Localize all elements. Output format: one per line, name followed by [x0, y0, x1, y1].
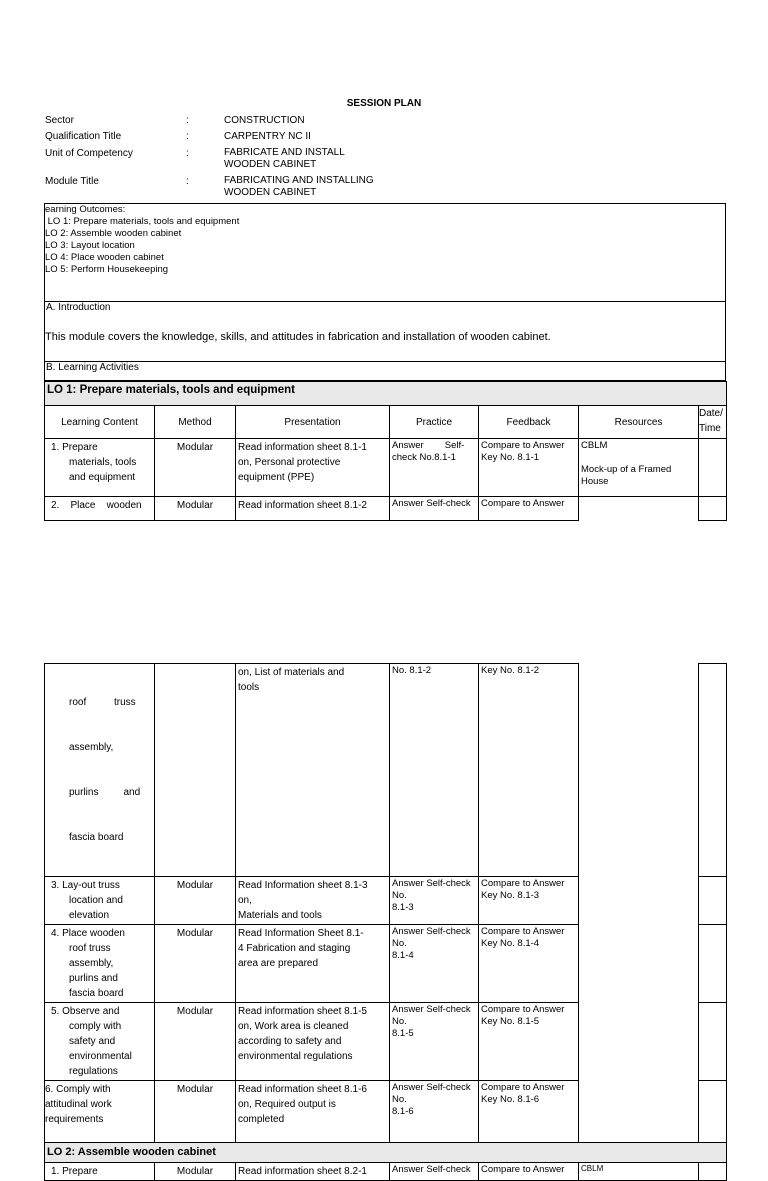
unit-label: Unit of Competency	[45, 148, 133, 159]
module-value-line: FABRICATING AND INSTALLING	[224, 175, 374, 186]
presentation-cell	[236, 1003, 390, 1081]
practice-cell	[390, 925, 479, 1003]
cell-line: Read Information sheet 8.1-3	[238, 880, 368, 891]
table-row	[45, 497, 727, 521]
cell-line: 8.1-5	[392, 1028, 414, 1039]
module-value-line: WOODEN CABINET	[224, 187, 317, 198]
cell-line: attitudinal work	[45, 1099, 112, 1110]
resources-cell	[579, 664, 699, 877]
learning-activities-label: B. Learning Activities	[46, 362, 139, 373]
cell-line: Answer Self-check	[392, 878, 471, 889]
col-header: Practice	[390, 406, 479, 439]
cell-line: 4 Fabrication and staging	[238, 943, 351, 954]
divider	[44, 301, 726, 302]
sector-label: Sector	[45, 115, 74, 126]
presentation-cell	[236, 1081, 390, 1143]
table-row	[45, 877, 727, 925]
introduction-text: This module covers the knowledge, skills, and attitudes in fabrication and installation of wooden cabinet.	[45, 331, 551, 343]
date-cell	[699, 1003, 727, 1081]
cell-line: on, Required output is	[238, 1099, 336, 1110]
cell-line: safety and	[69, 1036, 116, 1047]
cell-line: Answer Self-	[392, 440, 465, 451]
cell-line: Read information sheet 8.1-1	[238, 442, 367, 453]
unit-value-line: FABRICATE AND INSTALL	[224, 147, 345, 158]
cell-line: fascia board	[69, 832, 124, 843]
cell-line: regulations	[69, 1066, 118, 1077]
module-colon: :	[186, 176, 189, 187]
resources-cell	[579, 1003, 699, 1081]
practice-cell	[390, 439, 479, 497]
col-header-date-time	[699, 406, 727, 439]
presentation-cell	[236, 877, 390, 925]
cell-line: CBLM	[581, 440, 608, 451]
table-row	[45, 1163, 727, 1181]
resources-cell	[579, 1081, 699, 1143]
practice-cell	[390, 1003, 479, 1081]
cell-line: Mock-up of a Framed	[581, 464, 672, 475]
lo-item: LO 1: Prepare materials, tools and equipment	[45, 216, 240, 227]
cell-line: 8.1-3	[392, 902, 414, 913]
cell-line: fascia board	[69, 988, 124, 999]
practice-cell: Answer Self-check	[390, 1163, 479, 1181]
cell-line: on, Work area is cleaned	[238, 1021, 349, 1032]
cell-line: comply with	[69, 1021, 122, 1032]
cell-line: 5. Observe and	[51, 1006, 120, 1017]
cell-line: Key No. 8.1-1	[481, 452, 540, 463]
date-cell	[699, 439, 727, 497]
cell-line: materials, tools	[69, 457, 137, 468]
module-label: Module Title	[45, 176, 99, 187]
practice-cell	[390, 1081, 479, 1143]
cell-line: on,	[238, 895, 252, 906]
cell-line: Materials and tools	[238, 910, 322, 921]
cell-line: area are prepared	[238, 958, 319, 969]
feedback-cell	[479, 925, 579, 1003]
cell-line: 3. Lay-out truss	[51, 880, 120, 891]
cell-line: environmental regulations	[238, 1051, 353, 1062]
cell-line: 8.1-4	[392, 950, 414, 961]
method-cell: Modular	[155, 497, 236, 521]
cell-line: Compare to Answer	[481, 878, 565, 889]
cell-line: location and	[69, 895, 123, 906]
feedback-cell: Compare to Answer	[479, 1163, 579, 1181]
date-cell	[699, 925, 727, 1003]
date-cell	[699, 1081, 727, 1143]
cell-line: equipment (PPE)	[238, 472, 315, 483]
col-header: Method	[155, 406, 236, 439]
lo2-title: LO 2: Assemble wooden cabinet	[45, 1143, 727, 1163]
lo-item: LO 3: Layout location	[45, 240, 135, 251]
col-header: Learning Content	[45, 406, 155, 439]
content-cell	[45, 1081, 155, 1143]
method-cell: Modular	[155, 1163, 236, 1181]
practice-cell: No. 8.1-2	[390, 664, 479, 877]
cell-line: Read information sheet 8.1-5	[238, 1006, 367, 1017]
content-cell	[45, 925, 155, 1003]
divider	[44, 361, 726, 362]
cell-line: No.	[392, 890, 407, 901]
cell-line: Compare to Answer	[481, 1082, 565, 1093]
cell-line: Key No. 8.1-6	[481, 1094, 540, 1105]
content-cell: 1. Prepare	[45, 1163, 155, 1181]
cell-line: check No.8.1-1	[392, 452, 456, 463]
date-cell	[699, 1163, 727, 1181]
cell-line: environmental	[69, 1051, 132, 1062]
practice-cell: Answer Self-check	[390, 497, 479, 521]
feedback-cell: Key No. 8.1-2	[479, 664, 579, 877]
cell-line: elevation	[69, 910, 110, 921]
col-header: Presentation	[236, 406, 390, 439]
content-cell: 2. Place wooden	[45, 497, 155, 521]
method-cell: Modular	[155, 439, 236, 497]
cell-line: Key No. 8.1-4	[481, 938, 540, 949]
resources-cell: CBLM	[579, 1163, 699, 1181]
resources-cell	[579, 439, 699, 497]
cell-line: Key No. 8.1-5	[481, 1016, 540, 1027]
cell-line: requirements	[45, 1114, 104, 1125]
cell-line: Answer Self-check	[392, 1004, 471, 1015]
cell-line: Answer Self-check	[392, 926, 471, 937]
module-value	[224, 175, 424, 199]
cell-line: 6. Comply with	[45, 1084, 111, 1095]
presentation-cell	[236, 925, 390, 1003]
method-cell: Modular	[155, 1003, 236, 1081]
cell-line: according to safety and	[238, 1036, 342, 1047]
unit-value-line: WOODEN CABINET	[224, 159, 317, 170]
feedback-cell: Compare to Answer	[479, 497, 579, 521]
lo-item: LO 4: Place wooden cabinet	[45, 252, 164, 263]
col-header: Time	[699, 423, 721, 434]
cell-line: No.	[392, 1016, 407, 1027]
method-cell: Modular	[155, 877, 236, 925]
cell-line: purlins and	[69, 787, 141, 798]
content-cell	[45, 1003, 155, 1081]
lo1-title: LO 1: Prepare materials, tools and equipment	[45, 382, 727, 406]
presentation-cell	[236, 664, 390, 877]
unit-colon: :	[186, 148, 189, 159]
table-row	[45, 1003, 727, 1081]
feedback-cell	[479, 1081, 579, 1143]
cell-line: Compare to Answer	[481, 1004, 565, 1015]
lo-item: LO 5: Perform Housekeeping	[45, 264, 169, 275]
feedback-cell	[479, 877, 579, 925]
feedback-cell	[479, 439, 579, 497]
qualification-value: CARPENTRY NC II	[224, 131, 311, 142]
cell-line: Read information sheet 8.1-6	[238, 1084, 367, 1095]
date-cell	[699, 497, 727, 521]
col-header: Resources	[579, 406, 699, 439]
cell-line: and equipment	[69, 472, 136, 483]
resources-cell	[579, 497, 699, 521]
cell-line: completed	[238, 1114, 285, 1125]
cell-spacer	[581, 452, 696, 464]
cell-line: 4. Place wooden	[51, 928, 125, 939]
cell-line: assembly,	[69, 958, 114, 969]
content-cell	[45, 664, 155, 877]
content-cell	[45, 439, 155, 497]
cell-line: 1. Prepare	[51, 442, 98, 453]
cell-line: No.	[392, 938, 407, 949]
table-row	[45, 1081, 727, 1143]
method-cell: Modular	[155, 1081, 236, 1143]
qualification-colon: :	[186, 131, 189, 142]
practice-cell	[390, 877, 479, 925]
sector-value: CONSTRUCTION	[224, 115, 305, 126]
cell-line: on, List of materials and	[238, 667, 345, 678]
page-title: SESSION PLAN	[346, 98, 422, 109]
qualification-label: Qualification Title	[45, 131, 122, 142]
cell-line: purlins and	[69, 973, 118, 984]
cell-line: House	[581, 476, 609, 487]
date-cell	[699, 664, 727, 877]
col-header: Feedback	[479, 406, 579, 439]
cell-line: Compare to Answer	[481, 440, 565, 451]
introduction-label: A. Introduction	[46, 302, 111, 313]
cell-line: on, Personal protective	[238, 457, 341, 468]
cell-line: No.	[392, 1094, 407, 1105]
cell-line: 8.1-6	[392, 1106, 414, 1117]
cell-line: tools	[238, 682, 260, 693]
presentation-cell	[236, 439, 390, 497]
cell-line: Compare to Answer	[481, 926, 565, 937]
cell-line: Answer Self-check	[392, 1082, 471, 1093]
feedback-cell	[479, 1003, 579, 1081]
sector-colon: :	[186, 115, 189, 126]
cell-line: assembly,	[69, 742, 114, 753]
cell-line: roof truss	[69, 697, 136, 708]
method-cell	[155, 664, 236, 877]
table-row	[45, 439, 727, 497]
activities-table-page1	[44, 381, 727, 521]
learning-outcomes-heading: earning Outcomes:	[45, 204, 126, 215]
resources-cell	[579, 925, 699, 1003]
cell-line: roof truss	[69, 943, 111, 954]
table-row	[45, 664, 727, 877]
learning-outcomes	[45, 204, 239, 276]
cell-line: Key No. 8.1-3	[481, 890, 540, 901]
activities-table-page2	[44, 663, 727, 1181]
col-header: Date/	[699, 408, 723, 419]
table-row	[45, 925, 727, 1003]
method-cell: Modular	[155, 925, 236, 1003]
presentation-cell: Read information sheet 8.2-1	[236, 1163, 390, 1181]
lo-item: LO 2: Assemble wooden cabinet	[45, 228, 182, 239]
cell-line: Read Information Sheet 8.1-	[238, 928, 364, 939]
unit-value	[224, 147, 424, 171]
resources-cell	[579, 877, 699, 925]
presentation-cell: Read information sheet 8.1-2	[236, 497, 390, 521]
date-cell	[699, 877, 727, 925]
content-cell	[45, 877, 155, 925]
